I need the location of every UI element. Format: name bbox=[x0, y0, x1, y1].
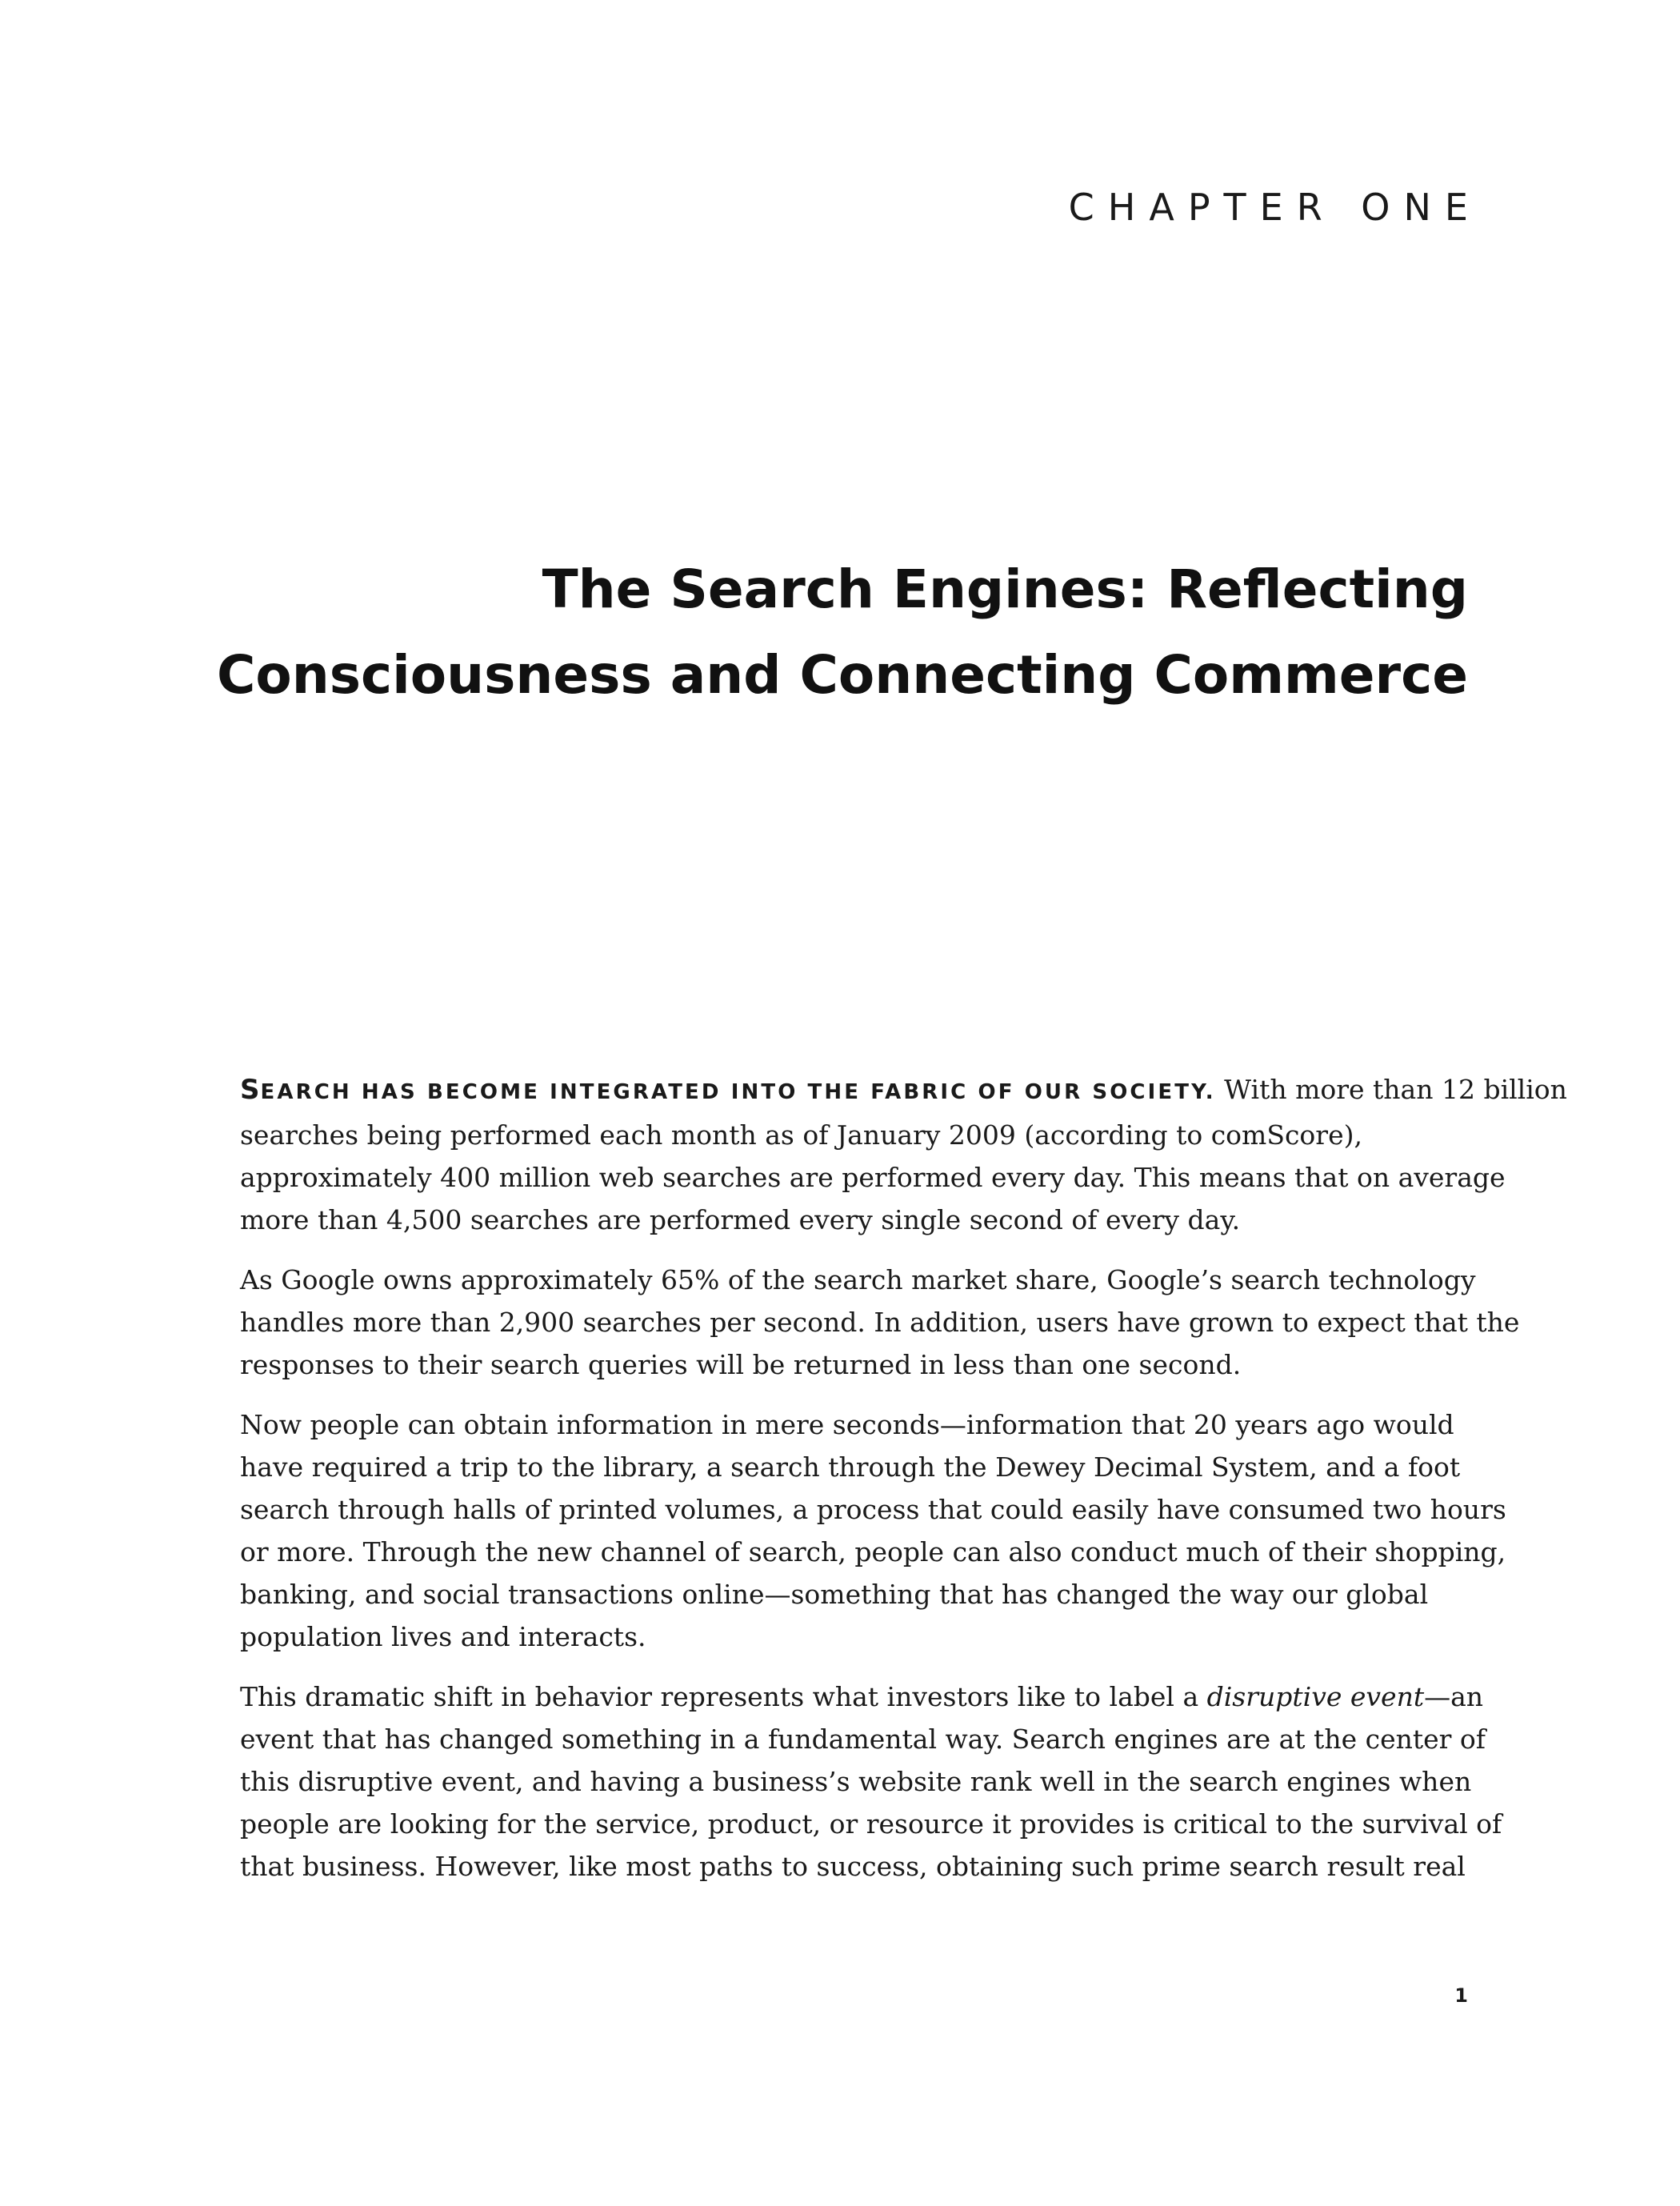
chapter-title-line-2: Consciousness and Connecting Commerce bbox=[217, 644, 1468, 706]
paragraph-4 bbox=[240, 1676, 1502, 1888]
paragraph-1-line-1-rest: With more than 12 billion bbox=[1215, 1074, 1567, 1105]
paragraph-4-line-2: event that has changed something in a fundamental way. Search engines are at the center of bbox=[240, 1724, 1486, 1755]
body-text bbox=[240, 1068, 1567, 1905]
paragraph-4-line-3: this disruptive event, and having a business’s website rank well in the search engines when bbox=[240, 1766, 1472, 1797]
lead-in-initial: S bbox=[240, 1074, 261, 1106]
paragraph-4-line-5: that business. However, like most paths to success, obtaining such prime search result real bbox=[240, 1851, 1466, 1882]
paragraph-3-line-3: search through halls of printed volumes, a process that could easily have consumed two hours bbox=[240, 1494, 1506, 1525]
disruptive-event-term: disruptive event bbox=[1206, 1681, 1425, 1712]
paragraph-1 bbox=[240, 1068, 1567, 1241]
paragraph-4-line-1-before: This dramatic shift in behavior represents what investors like to label a bbox=[240, 1681, 1207, 1712]
paragraph-1-line-1 bbox=[240, 1068, 1567, 1114]
paragraph-4-line-4: people are looking for the service, product, or resource it provides is critical to the survival of bbox=[240, 1808, 1502, 1840]
paragraph-3-line-6: population lives and interacts. bbox=[240, 1621, 646, 1652]
paragraph-3-line-4: or more. Through the new channel of search, people can also conduct much of their shopping, bbox=[240, 1536, 1506, 1567]
paragraph-3-line-2: have required a trip to the library, a search through the Dewey Decimal System, and a foot bbox=[240, 1451, 1461, 1483]
paragraph-4-line-1-after: —an bbox=[1424, 1681, 1484, 1712]
paragraph-3-line-1: Now people can obtain information in mere seconds—information that 20 years ago would bbox=[240, 1409, 1454, 1440]
paragraph-1-line-3: approximately 400 million web searches are performed every day. This means that on average bbox=[240, 1162, 1506, 1193]
paragraph-2 bbox=[240, 1259, 1520, 1386]
chapter-label: CHAPTER ONE bbox=[1068, 186, 1482, 229]
paragraph-2-line-2: handles more than 2,900 searches per second. In addition, users have grown to expect that the bbox=[240, 1307, 1520, 1338]
paragraph-1-line-4: more than 4,500 searches are performed every single second of every day. bbox=[240, 1204, 1241, 1235]
paragraph-2-line-1: As Google owns approximately 65% of the search market share, Google’s search technology bbox=[240, 1264, 1476, 1295]
chapter-title bbox=[108, 546, 1468, 718]
paragraph-4-line-1 bbox=[240, 1676, 1484, 1718]
page-number: 1 bbox=[1454, 1984, 1468, 2007]
chapter-title-line-1: The Search Engines: Reflecting bbox=[542, 559, 1468, 620]
paragraph-3-line-5: banking, and social transactions online—something that has changed the way our global bbox=[240, 1579, 1429, 1610]
paragraph-1-line-2: searches being performed each month as of January 2009 (according to comScore), bbox=[240, 1119, 1362, 1151]
paragraph-3 bbox=[240, 1403, 1506, 1658]
paragraph-2-line-3: responses to their search queries will be returned in less than one second. bbox=[240, 1349, 1242, 1380]
lead-in-small-caps bbox=[240, 1074, 1216, 1106]
lead-in-rest: EARCH HAS BECOME INTEGRATED INTO THE FABRIC OF OUR SOCIETY. bbox=[260, 1080, 1216, 1104]
